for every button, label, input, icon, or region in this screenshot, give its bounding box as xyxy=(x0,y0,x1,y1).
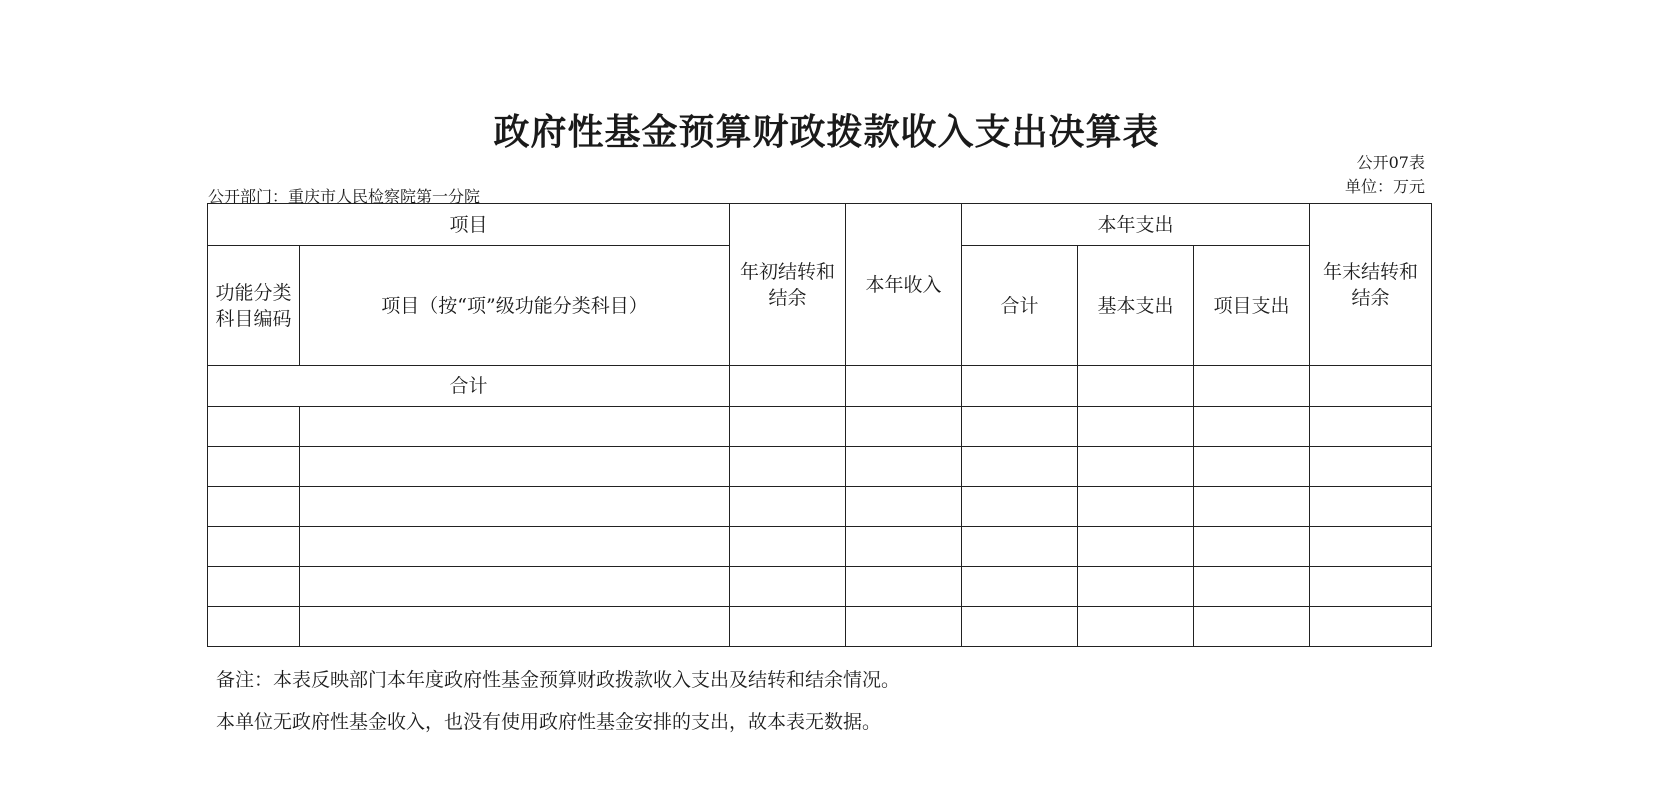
table-cell xyxy=(730,567,846,607)
table-cell xyxy=(962,407,1078,447)
table-cell xyxy=(846,607,962,647)
table-cell xyxy=(1078,607,1194,647)
table-cell xyxy=(1310,407,1432,447)
total-row xyxy=(208,366,1432,407)
table-cell xyxy=(962,607,1078,647)
total-label: 合计 xyxy=(208,366,730,407)
header-project: 项目 xyxy=(208,204,730,246)
table-cell xyxy=(208,487,300,527)
table-cell xyxy=(846,447,962,487)
table-row xyxy=(208,527,1432,567)
header-item: 项目（按“项”级功能分类科目） xyxy=(300,246,730,366)
table-row xyxy=(208,567,1432,607)
table-cell xyxy=(1310,447,1432,487)
table-cell xyxy=(1310,567,1432,607)
table-cell xyxy=(208,527,300,567)
table-cell xyxy=(962,527,1078,567)
table-cell xyxy=(846,366,962,407)
table-row xyxy=(208,447,1432,487)
table-cell xyxy=(1078,487,1194,527)
table-cell xyxy=(730,527,846,567)
table-cell xyxy=(846,487,962,527)
table-cell xyxy=(846,407,962,447)
note-line-2: 本单位无政府性基金收入，也没有使用政府性基金安排的支出，故本表无数据。 xyxy=(216,711,882,733)
table-cell xyxy=(1310,607,1432,647)
table-cell xyxy=(1194,407,1310,447)
table-cell xyxy=(1078,567,1194,607)
table-cell xyxy=(300,487,730,527)
table-cell xyxy=(300,527,730,567)
table-cell xyxy=(208,447,300,487)
table-cell xyxy=(1194,487,1310,527)
header-code: 功能分类科目编码 xyxy=(208,246,300,366)
budget-table xyxy=(207,203,1432,647)
table-cell xyxy=(730,366,846,407)
note-line-1: 备注：本表反映部门本年度政府性基金预算财政拨款收入支出及结转和结余情况。 xyxy=(216,669,901,691)
header-expense-project: 项目支出 xyxy=(1194,246,1310,366)
table-cell xyxy=(730,447,846,487)
table-cell xyxy=(300,447,730,487)
header-row-1 xyxy=(208,204,1432,246)
table-cell xyxy=(962,447,1078,487)
header-income: 本年收入 xyxy=(846,204,962,366)
department-label: 公开部门：重庆市人民检察院第一分院 xyxy=(208,187,481,206)
table-row xyxy=(208,487,1432,527)
header-expense-total: 合计 xyxy=(962,246,1078,366)
table-row xyxy=(208,607,1432,647)
table-cell xyxy=(1078,407,1194,447)
table-cell xyxy=(962,567,1078,607)
table-row xyxy=(208,407,1432,447)
table-cell xyxy=(730,407,846,447)
table-cell xyxy=(1194,567,1310,607)
table-cell xyxy=(208,407,300,447)
header-end-balance: 年末结转和结余 xyxy=(1310,204,1432,366)
table-cell xyxy=(1194,527,1310,567)
table-cell xyxy=(730,487,846,527)
table-cell xyxy=(962,366,1078,407)
table-cell xyxy=(846,567,962,607)
table-cell xyxy=(1078,366,1194,407)
table-cell xyxy=(1310,366,1432,407)
table-cell xyxy=(1194,607,1310,647)
table-cell xyxy=(846,527,962,567)
table-cell xyxy=(1310,527,1432,567)
table-cell xyxy=(300,407,730,447)
unit-label: 单位：万元 xyxy=(1344,177,1425,196)
table-cell xyxy=(1078,527,1194,567)
form-number: 公开07表 xyxy=(1356,153,1425,172)
header-expense-basic: 基本支出 xyxy=(1078,246,1194,366)
table-cell xyxy=(300,567,730,607)
table-cell xyxy=(962,487,1078,527)
table-cell xyxy=(208,567,300,607)
table-cell xyxy=(1194,366,1310,407)
table-cell xyxy=(730,607,846,647)
table-cell xyxy=(208,607,300,647)
page-title: 政府性基金预算财政拨款收入支出决算表 xyxy=(493,111,1160,153)
table-cell xyxy=(1078,447,1194,487)
table-cell xyxy=(300,607,730,647)
table-cell xyxy=(1194,447,1310,487)
header-expense: 本年支出 xyxy=(962,204,1310,246)
header-begin-balance: 年初结转和结余 xyxy=(730,204,846,366)
table-cell xyxy=(1310,487,1432,527)
